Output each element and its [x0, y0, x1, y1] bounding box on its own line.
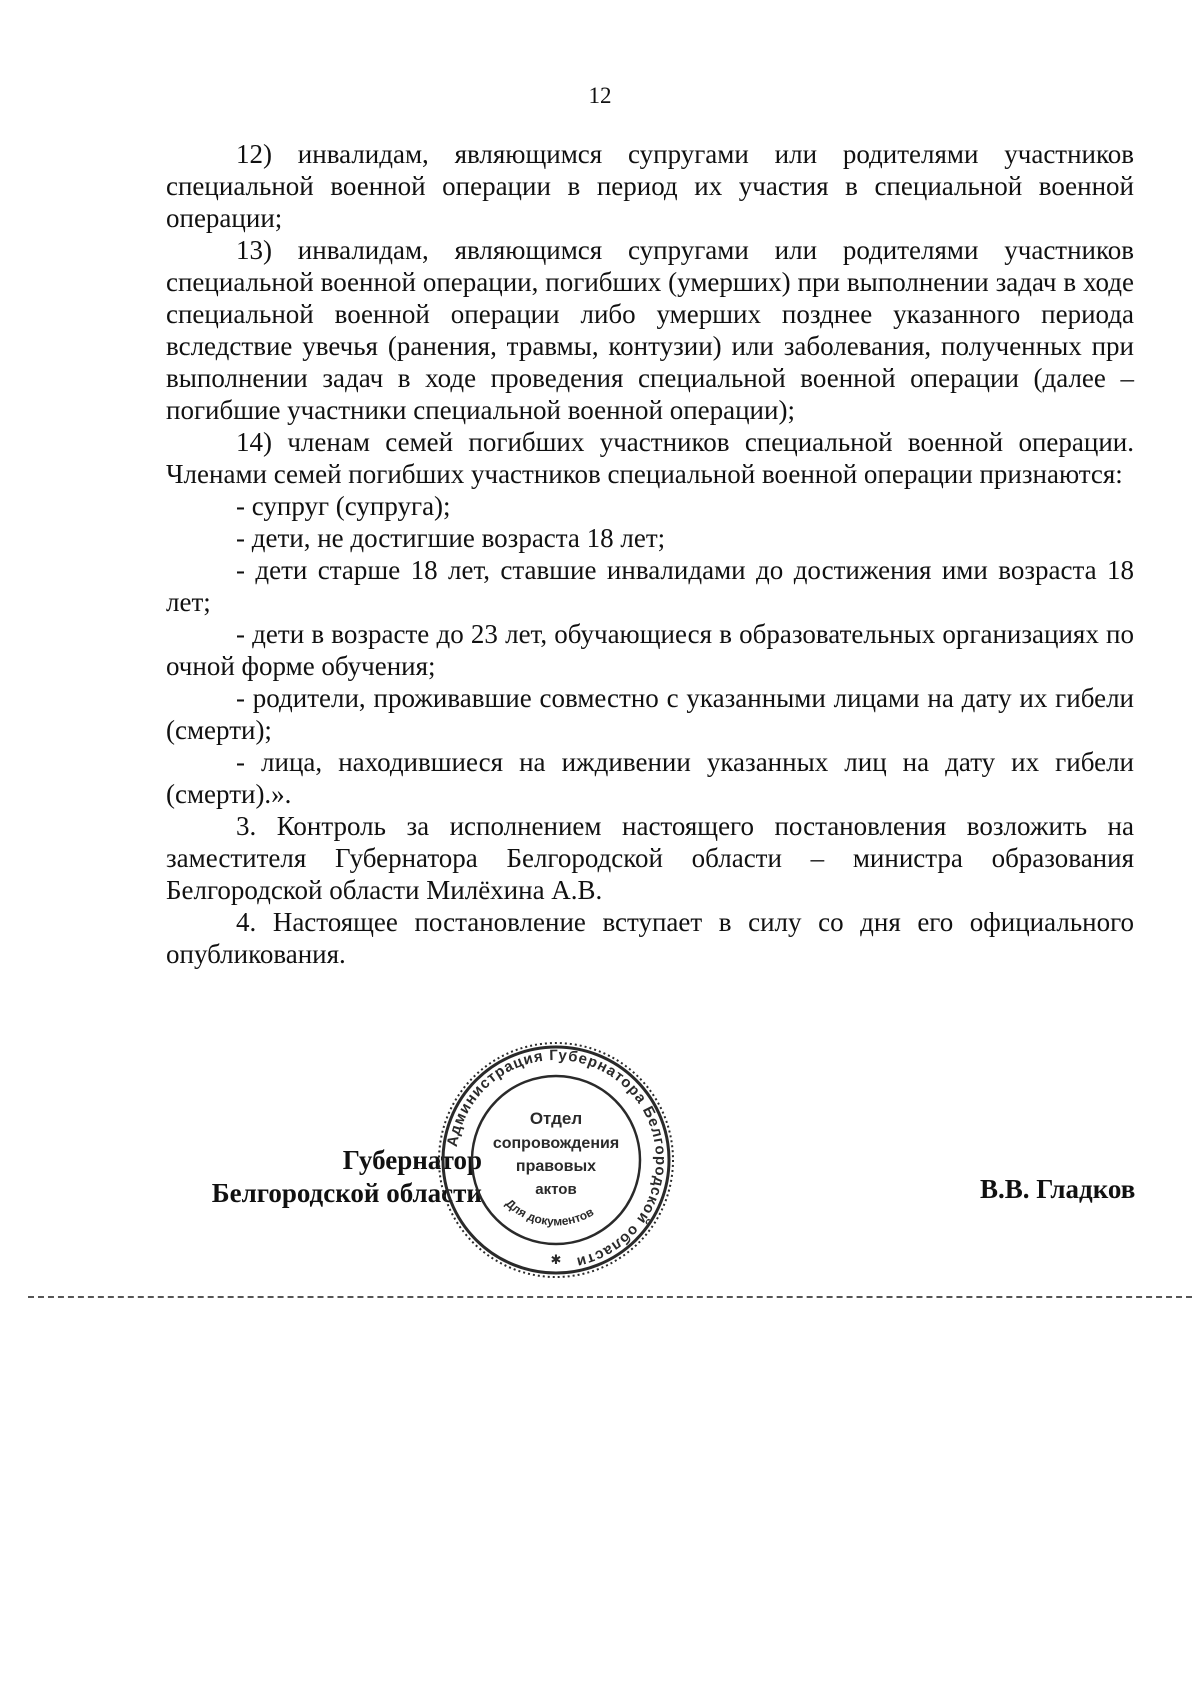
page-number: 12 [588, 83, 612, 108]
stamp-center-line1: Отдел [529, 1109, 583, 1128]
family-member-parents: - родители, проживавшие совместно с указанными лицами на дату их гибели (смерти); [166, 683, 1134, 745]
list-item-14: 14) членам семей погибших участников специальной военной операции. Членами семей погибших участников специальной военной операции признаются: [166, 427, 1134, 489]
document-body [166, 138, 1134, 970]
stamp-center-line3: правовых [515, 1158, 597, 1175]
signatory-title-line2: Белгородской области [211, 1178, 482, 1208]
official-stamp [436, 1040, 676, 1280]
stamp-center-line4: актов [535, 1181, 577, 1198]
family-member-disabled-children: - дети старше 18 лет, ставшие инвалидами до достижения ими возраста 18 лет; [166, 555, 1134, 617]
list-item-12: 12) инвалидам, являющимся супругами или родителями участников специальной военной операции в период их участия в специальной военной операции; [166, 139, 1134, 233]
divider-line [28, 1296, 1192, 1298]
clause-4-effective: 4. Настоящее постановление вступает в силу со дня его официального опубликования. [166, 907, 1134, 969]
signatory-name: В.В. Гладков [980, 1174, 1136, 1204]
clause-3-control: 3. Контроль за исполнением настоящего постановления возложить на заместителя Губернатора Белгородской области – министра образования Белгородской области Милёхина А.В. [166, 811, 1134, 905]
signatory-title-line1: Губернатор [342, 1145, 482, 1175]
family-member-spouse: - супруг (супруга); [236, 491, 451, 521]
stamp-ring-text: Администрация Губернатора Белгородской области [443, 1046, 670, 1271]
family-member-dependents: - лица, находившиеся на иждивении указанных лиц на дату их гибели (смерти).». [166, 747, 1134, 809]
family-member-children-under-18: - дети, не достигшие возраста 18 лет; [236, 523, 666, 553]
list-item-13: 13) инвалидам, являющимся супругами или родителями участников специальной военной операции, погибших (умерших) при выполнении задач в ходе специальной военной операции либо умерших позднее указанного периода вследствие увечья (ранения, травмы, контузии) или заболевания, полученных при выполнении задач в ходе проведения специальной военной операции (далее – погибшие участники специальной военной операции); [166, 235, 1134, 425]
stamp-star-icon: ✱ [550, 1252, 562, 1267]
stamp-center-line2: сопровождения [492, 1135, 620, 1152]
family-member-students: - дети в возрасте до 23 лет, обучающиеся в образовательных организациях по очной форме обучения; [166, 619, 1134, 681]
signatory-title [82, 1144, 482, 1210]
signature-block [0, 1040, 1200, 1300]
stamp-bottom-text: Для документов [502, 1196, 597, 1229]
